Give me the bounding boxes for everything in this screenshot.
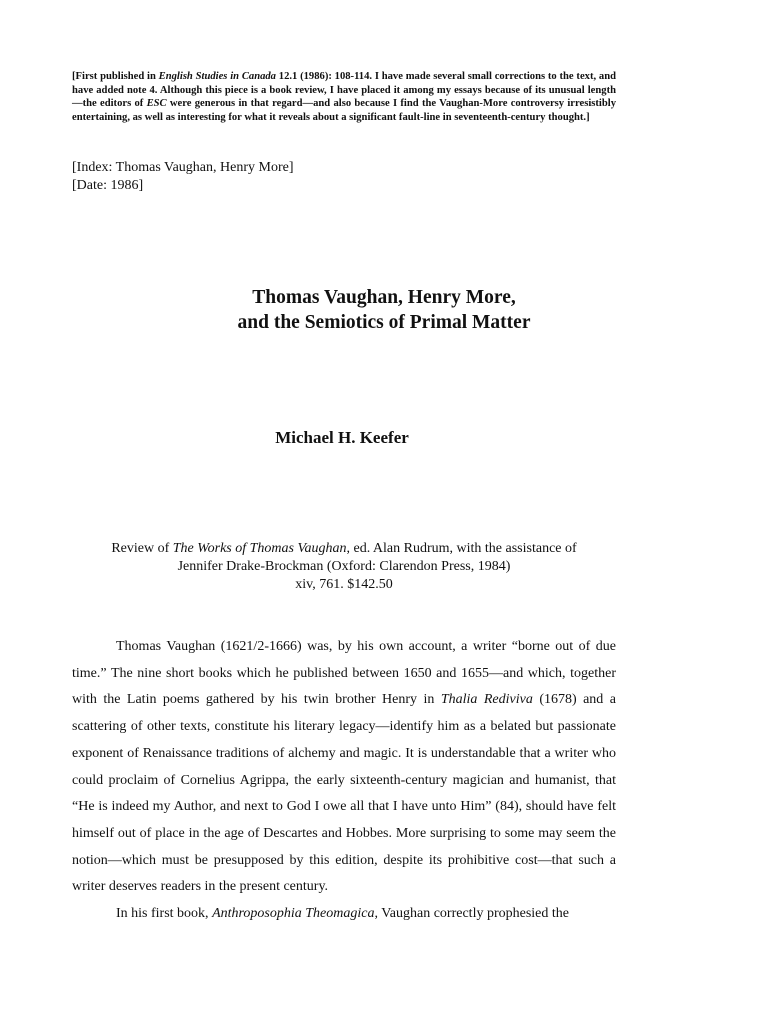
- review-line-1: [72, 540, 616, 558]
- review-line-2: Jennifer Drake-Brockman (Oxford: Clarendon Press, 1984): [177, 559, 511, 574]
- paragraph-2: [72, 901, 616, 928]
- author-name: Michael H. Keefer: [275, 428, 409, 447]
- paragraph-1-text-a: Thomas Vaughan (1621/2-1666) was, by his own account, a writer “borne out of due time.” The nine short books which he published between 1650 and 1655—and which, together with the Latin poems gathered by his twin brother Henry in: [72, 639, 616, 708]
- body-text: [72, 634, 616, 928]
- paragraph-2-text-a: In his first book,: [116, 906, 213, 922]
- paragraph-1-italic: Thalia Rediviva: [440, 692, 533, 708]
- pub-note-prefix: [First published in: [72, 71, 159, 82]
- date-line: [Date: 1986]: [72, 178, 144, 193]
- pub-note-suffix: were generous in that regard—and also because I find the Vaughan-More controversy irresistibly entertaining, as well as interesting for what it reveals about a significant fault-line in seventeenth-century thought.]: [72, 98, 617, 123]
- index-metadata: [72, 159, 293, 195]
- review-citation: [72, 540, 616, 594]
- publication-note: [72, 70, 616, 124]
- pub-note-journal: English Studies in Canada: [158, 71, 276, 82]
- pub-note-journal-abbrev: ESC: [146, 98, 167, 110]
- title-line-2: and the Semiotics of Primal Matter: [237, 312, 531, 333]
- review-work-title: The Works of Thomas Vaughan: [172, 541, 347, 556]
- pub-note-middle: 12.1 (1986): 108-114. I have made several small corrections to the text, and have added note 4. Although this piece is a book review, I have placed it among my essays because of its unusual length—the editors of: [72, 71, 616, 110]
- index-line: [Index: Thomas Vaughan, Henry More]: [72, 160, 294, 175]
- paragraph-1-text-b: (1678) and a scattering of other texts, constitute his literary legacy—identify him as a belated but passionate exponent of Renaissance traditions of alchemy and magic. It is understandable that a writer who could proclaim of Cornelius Agrippa, the early sixteenth-century magician and humanist, that “He is indeed my Author, and next to God I owe all that I have unto Him” (84), should have felt himself out of place in the age of Descartes and Hobbes. More surprising to some may seem the notion—which must be presupposed by this edition, despite its prohibitive cost—that such a writer deserves readers in the present century.: [72, 692, 616, 895]
- paragraph-1: [72, 634, 616, 901]
- review-prefix: Review of: [111, 541, 173, 556]
- page-title: [0, 285, 768, 335]
- paragraph-2-text-b: , Vaughan correctly prophesied the: [374, 906, 569, 922]
- review-line-3: xiv, 761. $142.50: [295, 577, 393, 592]
- paragraph-2-italic: Anthroposophia Theomagica: [212, 906, 375, 922]
- title-line-1: Thomas Vaughan, Henry More,: [252, 287, 516, 308]
- review-rest: , ed. Alan Rudrum, with the assistance of: [346, 541, 577, 556]
